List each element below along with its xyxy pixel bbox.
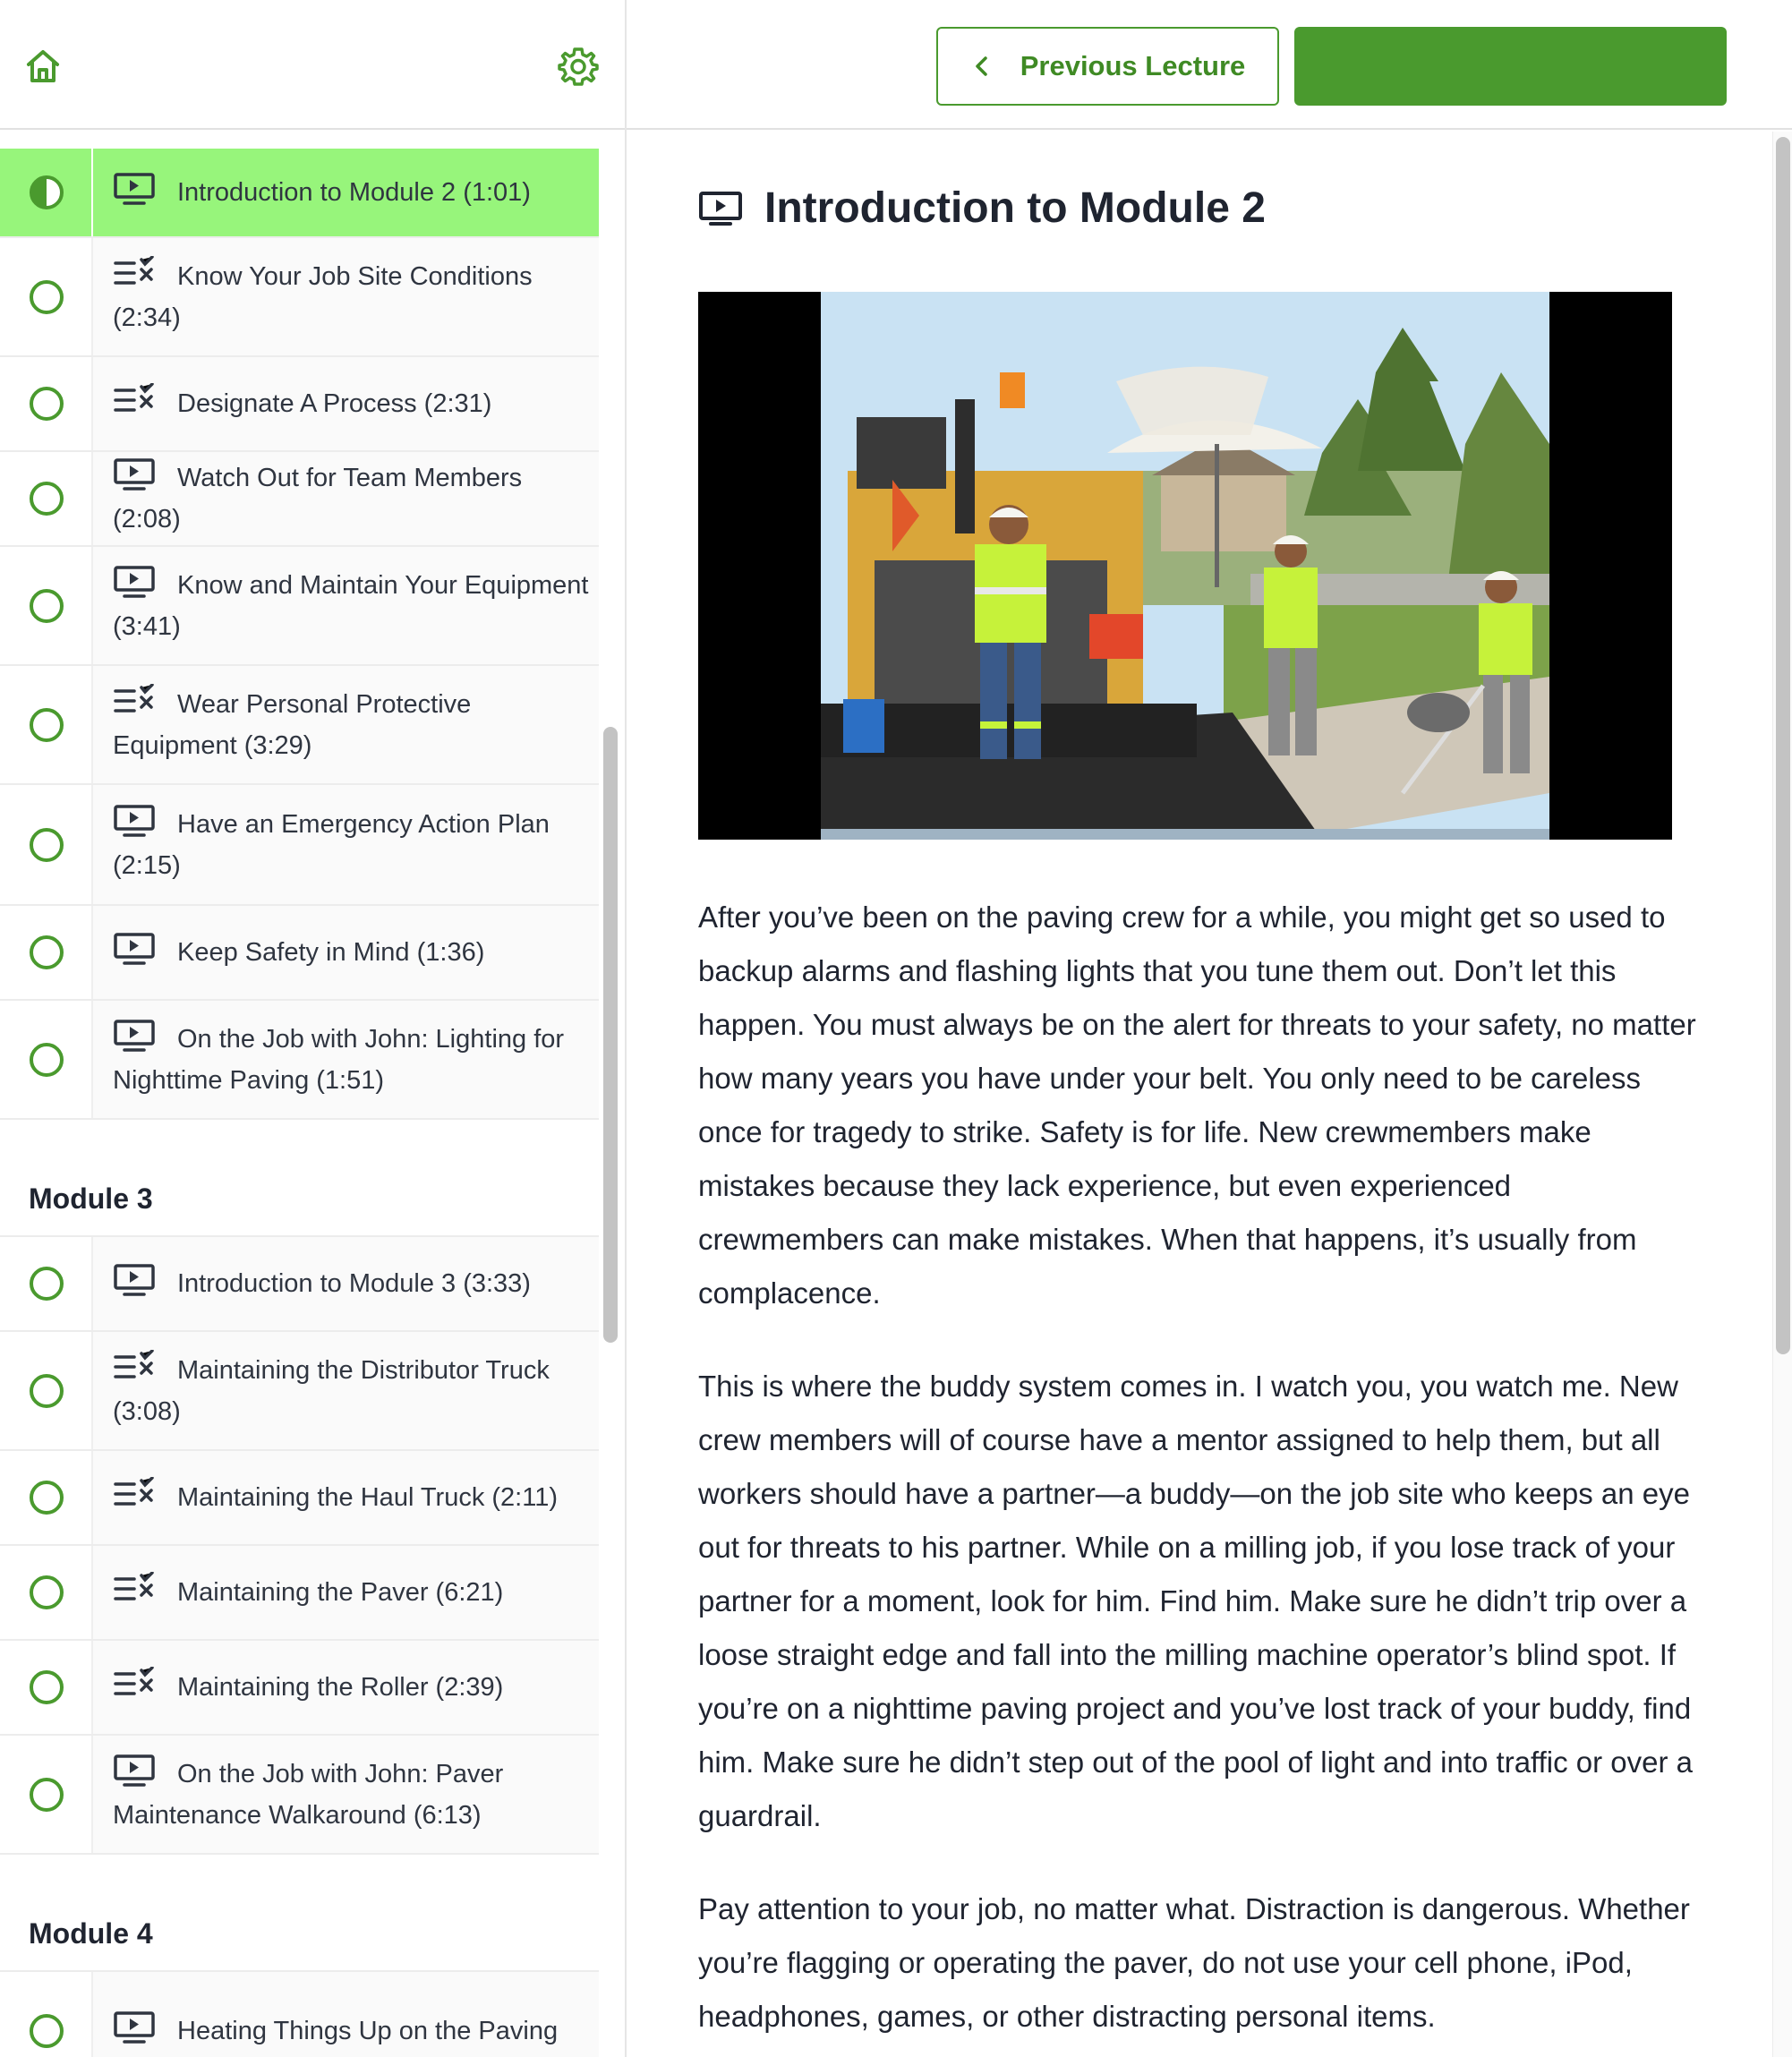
lecture-status (0, 452, 93, 545)
lecture-item-text (113, 172, 531, 213)
lecture-item-body (93, 1237, 599, 1330)
lecture-item-text (113, 1754, 592, 1836)
lecture-item-text (113, 1263, 531, 1304)
lecture-item-body (93, 785, 599, 904)
lecture-article (698, 891, 1701, 2057)
video-lecture-icon (113, 457, 156, 491)
complete-and-continue-button[interactable] (1294, 27, 1727, 106)
lecture-status (0, 1001, 93, 1118)
incomplete-circle-icon (30, 589, 64, 623)
quiz-icon (113, 684, 156, 718)
half-complete-icon (29, 175, 64, 210)
lecture-item-body (93, 1001, 599, 1118)
lecture-item-text (113, 804, 592, 886)
incomplete-circle-icon (30, 1043, 64, 1077)
incomplete-circle-icon (30, 387, 64, 421)
lecture-item-label: Maintaining the Distributor Truck (3:08) (113, 1355, 550, 1426)
lecture-item-text (113, 383, 491, 424)
lecture-item-text (113, 1477, 558, 1518)
incomplete-circle-icon (30, 935, 64, 969)
video-lecture-icon (113, 932, 156, 966)
video-lecture-icon (113, 1754, 156, 1788)
lecture-item-body (93, 1736, 599, 1853)
lecture-status (0, 149, 93, 236)
module-heading (0, 1855, 599, 1972)
sidebar-lecture-item[interactable] (0, 1641, 599, 1736)
lecture-item-text (113, 1572, 503, 1613)
sidebar-lecture-item[interactable] (0, 1546, 599, 1641)
lecture-item-label: Have an Emergency Action Plan (2:15) (113, 809, 550, 880)
lecture-item-body (93, 238, 599, 355)
lecture-navbar (627, 0, 1792, 130)
previous-lecture-button[interactable] (936, 27, 1279, 106)
sidebar-lecture-item[interactable] (0, 785, 599, 906)
lecture-item-text (113, 1019, 592, 1101)
lecture-status (0, 666, 93, 783)
video-lecture-icon (113, 1019, 156, 1053)
incomplete-circle-icon (30, 2014, 64, 2048)
lecture-item-label: Heating Things Up on the Paving (177, 2016, 559, 2045)
sidebar-lecture-item[interactable] (0, 1736, 599, 1855)
incomplete-circle-icon (30, 1374, 64, 1408)
sidebar-lecture-item[interactable] (0, 1451, 599, 1546)
lecture-item-body (93, 1546, 599, 1639)
quiz-icon (113, 383, 156, 417)
article-paragraph: Pay attention to your job, no matter what. Distraction is dangerous. Whether you’re flagging or operating the paver, do not use your cell phone, iPod, headphones, games, or other distracting personal items. (698, 1892, 1690, 2033)
chevron-left-icon (970, 55, 994, 78)
quiz-icon (113, 256, 156, 290)
lecture-status (0, 1332, 93, 1449)
lecture-item-body (93, 1451, 599, 1544)
lecture-item-body (93, 1332, 599, 1449)
incomplete-circle-icon (30, 1481, 64, 1515)
lecture-item-label: On the Job with John: Lighting for Nighttime Paving (1:51) (113, 1024, 565, 1095)
quiz-icon (113, 1572, 156, 1606)
lecture-item-text (113, 2010, 558, 2052)
lecture-item-label: Know Your Job Site Conditions (2:34) (113, 261, 533, 332)
sidebar-header (0, 0, 625, 130)
previous-lecture-label: Previous Lecture (1020, 50, 1246, 81)
quiz-icon (113, 1477, 156, 1511)
video-thumbnail (821, 292, 1549, 840)
sidebar-lecture-item[interactable] (0, 357, 599, 452)
lecture-item-body (93, 1641, 599, 1734)
lecture-item-body (93, 547, 599, 664)
lecture-status (0, 1237, 93, 1330)
lecture-list (0, 149, 599, 2057)
lecture-item-label: Keep Safety in Mind (1:36) (177, 938, 485, 967)
lecture-item-label: Introduction to Module 2 (1:01) (177, 178, 531, 207)
lecture-item-label: Know and Maintain Your Equipment (3:41) (113, 570, 589, 641)
lecture-item-text (113, 565, 592, 647)
lecture-item-label: Designate A Process (2:31) (177, 389, 492, 418)
incomplete-circle-icon (30, 280, 64, 314)
lecture-heading (698, 184, 1266, 233)
video-frame[interactable] (821, 292, 1549, 840)
lecture-title: Introduction to Module 2 (764, 184, 1266, 232)
lecture-status (0, 238, 93, 355)
lecture-status (0, 1451, 93, 1544)
quiz-icon (113, 1667, 156, 1701)
lecture-status (0, 785, 93, 904)
sidebar-lecture-item[interactable] (0, 1001, 599, 1120)
incomplete-circle-icon (30, 828, 64, 862)
lecture-item-text (113, 684, 592, 766)
video-player[interactable] (698, 292, 1672, 840)
article-paragraph: This is where the buddy system comes in. I watch you, you watch me. New crew members will of course have a mentor assigned to help them, but all workers should have a partner—a buddy—on the job site who keeps an eye out for threats to his partner. While on a milling job, if you lose track of your partner for a moment, look for him. Find him. Make sure he didn’t trip over a loose straight edge and fall into the milling machine operator’s blind spot. If you’re on a nighttime paving project and you’ve lost track of your buddy, find him. Make sure he didn’t step out of the pool of light and into traffic or over a guardrail. (698, 1370, 1694, 1832)
sidebar-lecture-item[interactable] (0, 547, 599, 666)
curriculum-sidebar (0, 0, 627, 2057)
video-lecture-icon (113, 2010, 156, 2044)
lecture-item-label: Maintaining the Roller (2:39) (177, 1673, 504, 1702)
incomplete-circle-icon (30, 1267, 64, 1301)
lecture-item-text (113, 1350, 592, 1432)
lecture-status (0, 547, 93, 664)
module-title: Module 4 (29, 1917, 153, 1950)
sidebar-lecture-item[interactable] (0, 1332, 599, 1451)
lecture-item-body (93, 357, 599, 450)
video-lecture-icon (698, 191, 743, 226)
lecture-content (627, 132, 1772, 2057)
incomplete-circle-icon (30, 1670, 64, 1704)
video-lecture-icon (113, 172, 156, 206)
content-scrollbar-thumb[interactable] (1776, 137, 1790, 1354)
sidebar-lecture-item[interactable] (0, 1972, 599, 2057)
lecture-status (0, 1641, 93, 1734)
lecture-item-body (93, 149, 599, 236)
module-heading (0, 1120, 599, 1237)
sidebar-lecture-item[interactable] (0, 452, 599, 547)
lecture-item-body (93, 666, 599, 783)
video-lecture-icon (113, 804, 156, 838)
sidebar-lecture-item[interactable] (0, 666, 599, 785)
sidebar-lecture-item[interactable] (0, 1237, 599, 1332)
lecture-status (0, 1546, 93, 1639)
video-lecture-icon (113, 1263, 156, 1297)
module-title: Module 3 (29, 1182, 153, 1215)
lecture-item-body (93, 452, 599, 545)
lecture-item-body (93, 906, 599, 999)
content-scrollbar[interactable] (1772, 132, 1792, 2057)
lecture-item-label: Watch Out for Team Members (2:08) (113, 464, 523, 533)
lecture-item-label: Maintaining the Paver (6:21) (177, 1578, 504, 1607)
lecture-item-text (113, 256, 592, 338)
lecture-status (0, 1972, 93, 2057)
lecture-item-text (113, 932, 484, 973)
sidebar-lecture-item[interactable] (0, 149, 599, 238)
lecture-status (0, 357, 93, 450)
sidebar-scrollbar[interactable] (603, 727, 618, 1343)
lecture-status (0, 1736, 93, 1853)
article-paragraph: After you’ve been on the paving crew for a while, you might get so used to backup alarms and flashing lights that you tune them out. Don’t let this happen. You must always be on the alert for threats to your safety, no matter how many years you have under your belt. You only need to be careless once for tragedy to strike. Safety is for life. New crewmembers make mistakes because they lack experience, but even experienced crewmembers can make mistakes. When that happens, it’s usually from complacence. (698, 900, 1696, 1310)
lecture-item-text (113, 457, 592, 540)
sidebar-lecture-item[interactable] (0, 238, 599, 357)
lecture-item-text (113, 1667, 503, 1708)
lecture-item-body (93, 1972, 599, 2057)
lecture-item-label: Introduction to Module 3 (3:33) (177, 1269, 531, 1298)
incomplete-circle-icon (30, 1575, 64, 1609)
quiz-icon (113, 1350, 156, 1384)
gear-icon[interactable] (558, 46, 599, 87)
incomplete-circle-icon (30, 708, 64, 742)
lecture-item-label: On the Job with John: Paver Maintenance Walkaround (6:13) (113, 1759, 504, 1830)
incomplete-circle-icon (30, 482, 64, 516)
home-icon[interactable] (23, 47, 63, 86)
lecture-item-label: Maintaining the Haul Truck (2:11) (177, 1483, 559, 1512)
video-lecture-icon (113, 565, 156, 599)
lecture-item-label: Wear Personal Protective Equipment (3:29) (113, 689, 472, 760)
sidebar-lecture-item[interactable] (0, 906, 599, 1001)
lecture-status (0, 906, 93, 999)
incomplete-circle-icon (30, 1778, 64, 1812)
